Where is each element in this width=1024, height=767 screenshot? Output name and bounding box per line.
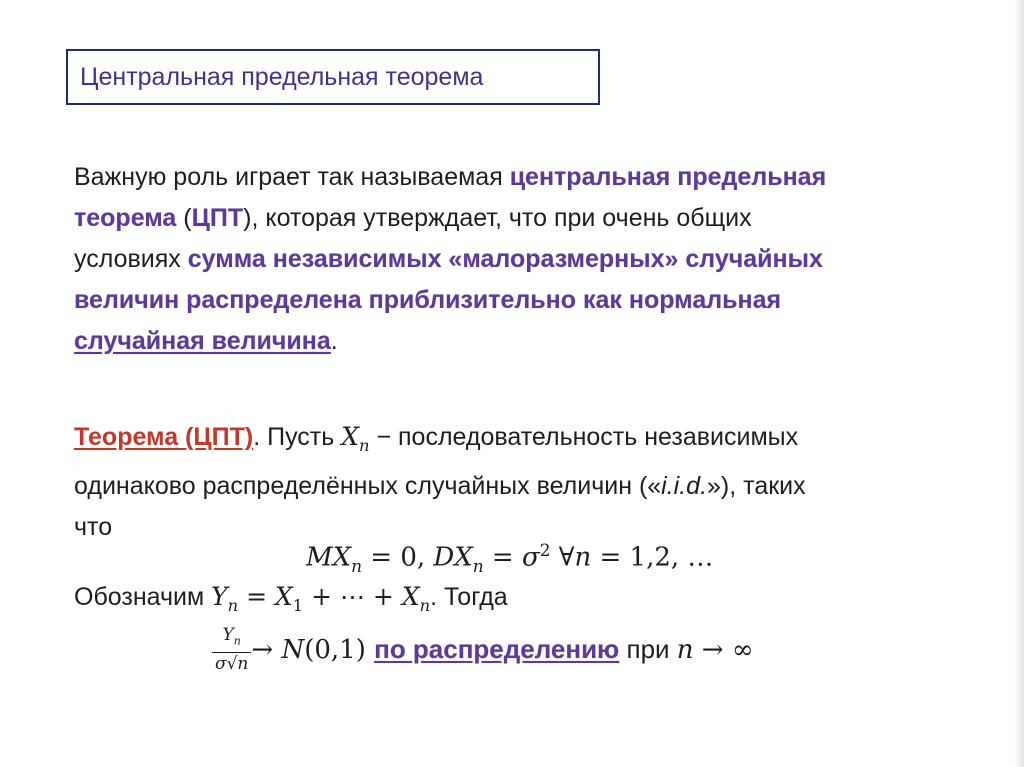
intro-text: Важную роль играет так называемая (74, 163, 510, 191)
intro-line-3 (74, 239, 974, 280)
math-sub: n (359, 436, 370, 455)
math-sigma: σ (522, 542, 540, 573)
convergence-formula (212, 624, 754, 684)
math-normal: N (281, 635, 305, 666)
theorem-text: одинаково распределённых случайных величин (« (74, 472, 662, 500)
theorem-text: − последовательность независимых (369, 423, 799, 451)
math-op: = (238, 582, 275, 611)
theorem-text: что (74, 513, 113, 541)
highlight-statement: случайная величина (74, 327, 331, 355)
math-var: n (574, 542, 592, 573)
distribution-label: по распределению (374, 634, 620, 665)
convergence-rest (251, 634, 753, 665)
highlight-statement: сумма независимых «малоразмерных» случайных (187, 245, 823, 273)
theorem-paragraph (74, 416, 974, 548)
math-mean: MX (306, 542, 352, 573)
math-var: n (676, 635, 694, 666)
fraction-numerator (212, 624, 251, 653)
intro-paragraph (74, 157, 974, 362)
math-sub: n (233, 634, 241, 648)
denote-line (74, 582, 508, 615)
math-op: = 0, (362, 542, 434, 573)
intro-line-2 (74, 198, 974, 239)
intro-line-1 (74, 157, 974, 198)
math-sub: n (351, 555, 363, 576)
math-limit: → ∞ (693, 635, 754, 666)
intro-text: условиях (74, 245, 188, 273)
iid-abbr: i.i.d. (661, 472, 708, 500)
theorem-line-2 (74, 466, 974, 507)
page-edge-shadow (1014, 0, 1024, 767)
highlight-abbr: ЦПТ (191, 204, 244, 232)
math-op: + ⋯ + (303, 582, 402, 611)
math-var: Y (222, 625, 234, 645)
theorem-label: Теорема (ЦПТ) (74, 423, 254, 451)
intro-text: ), которая утверждает, что при очень общих (243, 204, 752, 232)
math-sub: n (472, 555, 484, 576)
math-var: Y (211, 582, 228, 611)
math-args: (0,1) (304, 635, 375, 666)
normalized-fraction (212, 624, 251, 675)
intro-line-5 (74, 321, 974, 362)
theorem-line-1 (74, 416, 974, 466)
math-var: X (274, 582, 293, 611)
theorem-text: »), таких (707, 472, 806, 500)
math-op: = (483, 542, 522, 573)
math-sub: n (419, 596, 431, 615)
math-sub: n (227, 596, 239, 615)
fraction-denominator: σ√n (215, 654, 249, 675)
denote-text: . Тогда (430, 583, 508, 611)
intro-text: . (330, 327, 338, 355)
title-box (66, 49, 600, 105)
denote-text: Обозначим (74, 583, 212, 611)
math-sub: 1 (292, 596, 304, 615)
intro-text: ( (176, 204, 192, 232)
moment-formula (306, 540, 713, 576)
slide-title: Центральная предельная теорема (80, 63, 484, 91)
math-var: X (401, 582, 420, 611)
highlight-term: центральная предельная (509, 163, 827, 191)
math-var: X (341, 422, 360, 451)
convergence-text: при (619, 634, 677, 665)
math-op: = 1,2, … (591, 542, 714, 573)
math-forall: ∀ (550, 542, 575, 573)
arrow-icon: → (251, 635, 282, 666)
math-sup: 2 (539, 540, 551, 560)
theorem-text: . Пусть (253, 423, 342, 451)
highlight-term: теорема (74, 204, 177, 232)
intro-line-4 (74, 280, 974, 321)
highlight-statement: величин распределена приблизительно как нормальная (74, 286, 782, 314)
math-variance: DX (433, 542, 473, 573)
